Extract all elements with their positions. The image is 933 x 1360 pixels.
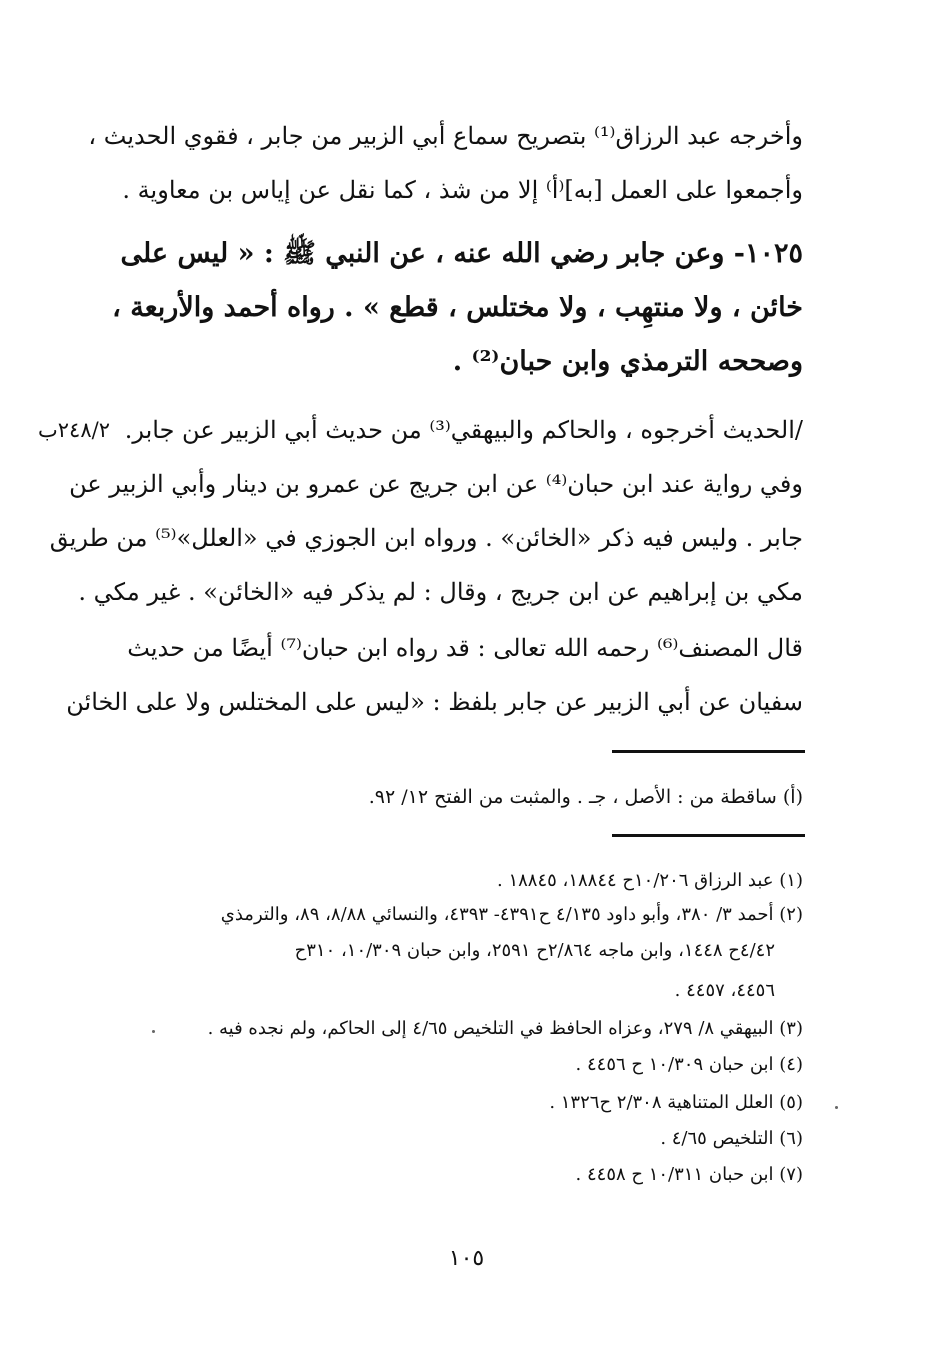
footnote-6: (٦) التلخيص ٤/٦٥ . (660, 1128, 803, 1149)
footnote-4: (٤) ابن حبان ١٠/٣٠٩ ح ٤٤٥٦ . (575, 1054, 803, 1075)
commentary-line-1: /الحديث أخرجوه ، والحاكم والبيهقي⁽³⁾ من حديث أبي الزبير عن جابر. (124, 416, 803, 444)
commentary-line-6: سفيان عن أبي الزبير عن جابر بلفظ : «ليس على المختلس ولا على الخائن (66, 688, 803, 716)
main-text-line-2: وأجمعوا على العمل [به]⁽أ⁾ إلا من شذ ، كما نقل عن إياس بن معاوية . (122, 176, 803, 204)
footnote-2: (٢) أحمد ٣/ ٣٨٠، وأبو داود ٤/١٣٥ ح٤٣٩١- ٤٣٩٣، والنسائي ٨/٨٨، ٨٩، والترمذي (220, 904, 803, 925)
hadith-line-3: وصححه الترمذي وابن حبان⁽²⁾ . (452, 346, 803, 377)
footnote-2-continued-end: ٤٤٥٦، ٤٤٥٧ . (674, 980, 775, 1001)
footnote-3: (٣) البيهقي ٨/ ٢٧٩، وعزاه الحافظ في التلخيص ٤/٦٥ إلى الحاكم، ولم نجده فيه . (207, 1018, 803, 1039)
commentary-line-2: وفي رواية عند ابن حبان⁽⁴⁾ عن ابن جريج عن عمرو بن دينار وأبي الزبير عن (69, 470, 803, 498)
footnote-separator (612, 834, 805, 837)
hadith-line-2: خائن ، ولا منتهِب ، ولا مختلس ، قطع » . رواه أحمد والأربعة ، (112, 292, 803, 323)
footnote-5: (٥) العلل المتناهية ٢/٣٠٨ ح١٣٢٦ . (549, 1092, 803, 1113)
main-text-line-1: وأخرجه عبد الرزاق⁽¹⁾ بتصريح سماع أبي الزبير من جابر ، فقوي الحديث ، (88, 122, 803, 150)
hadith-line-1: ١٠٢٥- وعن جابر رضي الله عنه ، عن النبي ﷺ : « ليس على (120, 238, 803, 269)
footnote-2-continued: ٤/٤٢ح ١٤٤٨، وابن ماجه ٢/٨٦٤ح ٢٥٩١، وابن حبان ١٠/٣٠٩، ٣١٠ح (294, 940, 775, 961)
scan-speck (835, 1106, 838, 1109)
footnote-7: (٧) ابن حبان ١٠/٣١١ ح ٤٤٥٨ . (575, 1164, 803, 1185)
variant-separator (612, 750, 805, 753)
variant-note: (أ) ساقطة من : الأصل ، جـ . والمثبت من الفتح ١٢/ ٩٢. (368, 786, 803, 808)
footnote-1: (١) عبد الرزاق ١٠/٢٠٦ح ١٨٨٤٤، ١٨٨٤٥ . (496, 870, 803, 891)
scan-speck (152, 1030, 155, 1033)
manuscript-folio-note: ٢٤٨/٢ب (38, 418, 110, 442)
commentary-line-4: مكي بن إبراهيم عن ابن جريج ، وقال : لم يذكر فيه «الخائن» . غير مكي . (78, 578, 803, 606)
commentary-line-5: قال المصنف⁽⁶⁾ رحمه الله تعالى : قد رواه ابن حبان⁽⁷⁾ أيضًا من حديث (127, 634, 803, 662)
commentary-line-3: جابر . وليس فيه ذكر «الخائن» . ورواه ابن الجوزي في «العلل»⁽⁵⁾ من طريق (49, 524, 803, 552)
page-number: ١٠٥ (448, 1246, 485, 1271)
